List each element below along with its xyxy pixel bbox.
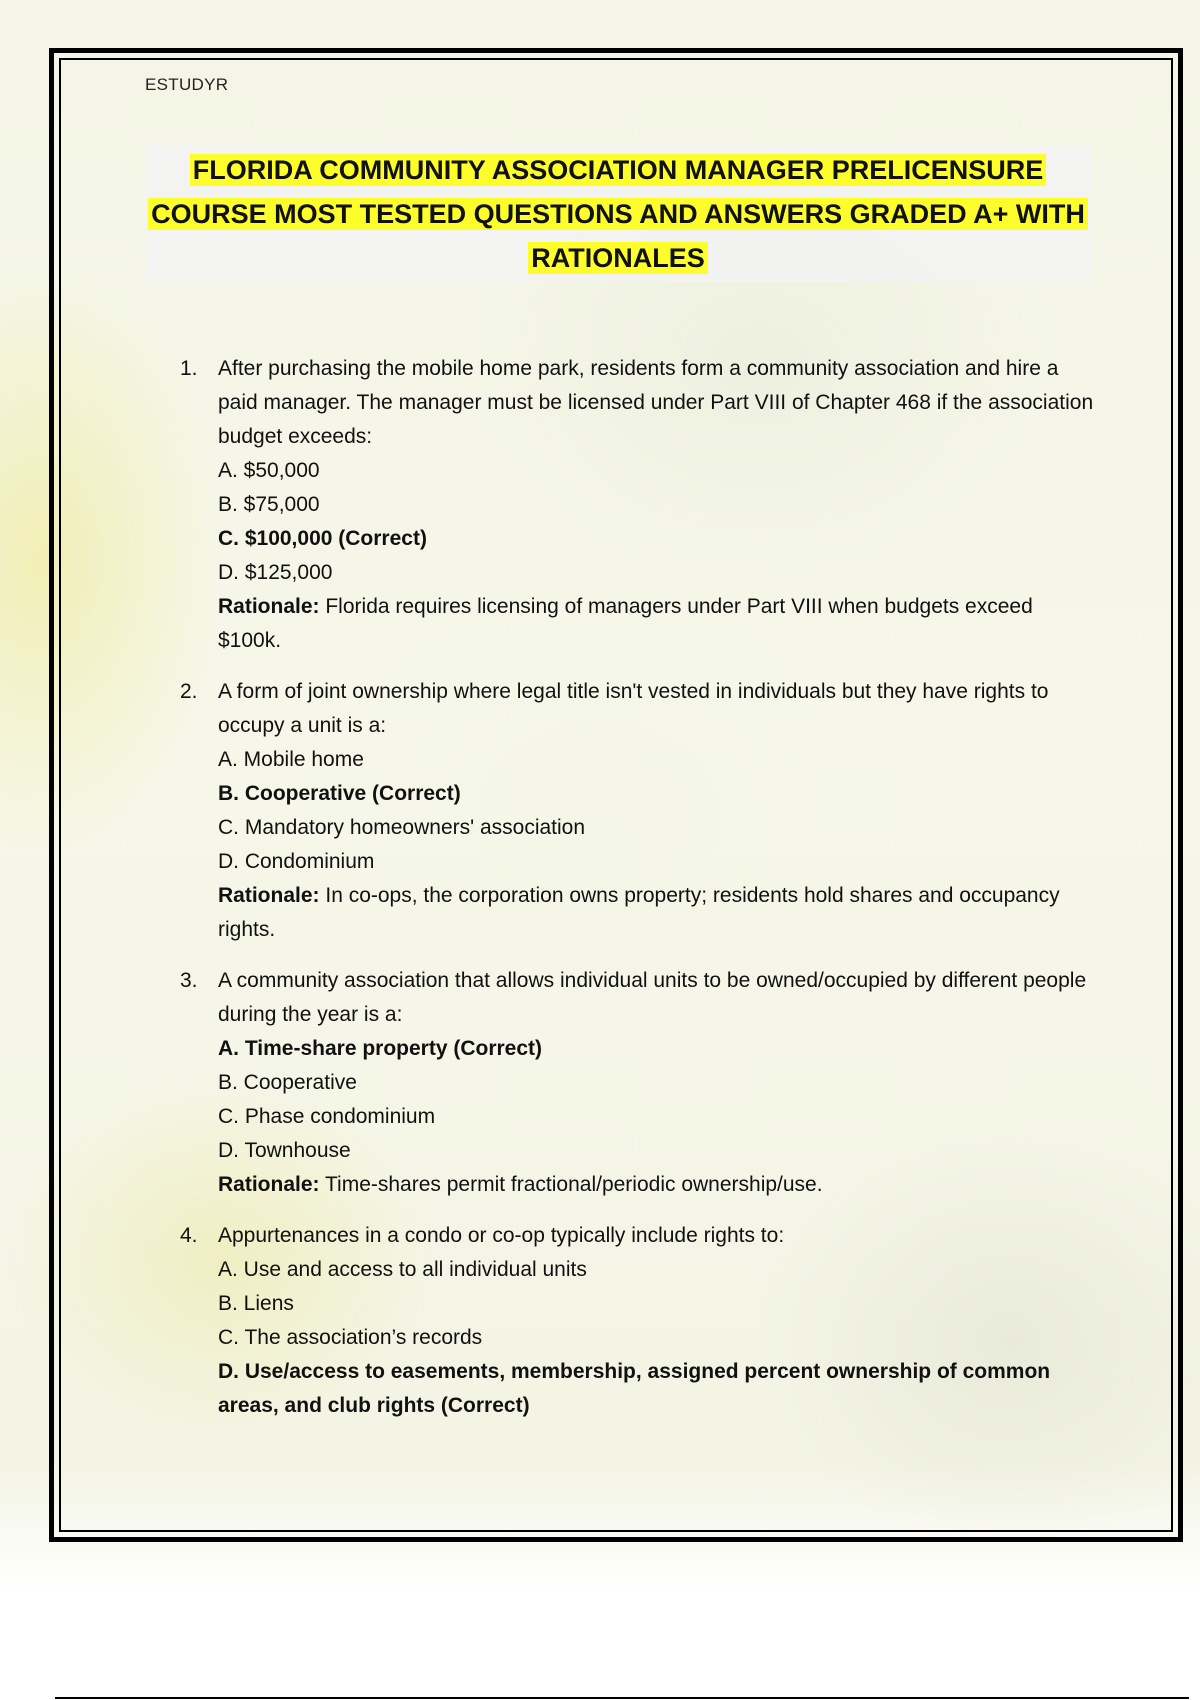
answer-option: A. Mobile home: [218, 748, 364, 771]
answer-option-correct: D. Use/access to easements, membership, assigned percent ownership of common areas, and club rights (Correct): [218, 1360, 1051, 1417]
answer-option: D. Condominium: [218, 850, 375, 873]
footer-divider: [55, 1697, 1189, 1699]
question-item: [180, 1219, 1100, 1423]
rationale-label: Rationale:: [218, 884, 320, 907]
rationale: [218, 879, 1100, 947]
rationale: [218, 1168, 1100, 1202]
question-text: Appurtenances in a condo or co-op typically include rights to:: [218, 1224, 785, 1247]
answer-option: C. Phase condominium: [218, 1105, 436, 1128]
question-number: 3.: [180, 969, 198, 992]
rationale-label: Rationale:: [218, 1173, 320, 1196]
answer-option-correct: B. Cooperative (Correct): [218, 782, 461, 805]
brand-label: ESTUDYR: [145, 75, 229, 94]
title-box: [145, 146, 1091, 282]
rationale: [218, 590, 1100, 658]
document-title: [148, 148, 1088, 280]
question-number: 4.: [180, 1224, 198, 1247]
rationale-text: Florida requires licensing of managers under Part VIII when budgets exceed $100k.: [218, 595, 1033, 652]
question-text: After purchasing the mobile home park, residents form a community association and hire a paid manager. The manager must be licensed under Part VIII of Chapter 468 if the association budget exceeds:: [218, 357, 1094, 448]
question-number: 1.: [180, 357, 198, 380]
answer-option: B. $75,000: [218, 493, 320, 516]
question-text: A community association that allows individual units to be owned/occupied by different people during the year is a:: [218, 969, 1087, 1026]
question-item: [180, 352, 1100, 658]
answer-option: C. The association’s records: [218, 1326, 483, 1349]
answer-option: D. Townhouse: [218, 1139, 351, 1162]
answer-option-correct: A. Time-share property (Correct): [218, 1037, 543, 1060]
answer-option: D. $125,000: [218, 561, 333, 584]
question-text: A form of joint ownership where legal title isn't vested in individuals but they have rights to occupy a unit is a:: [218, 680, 1049, 737]
answer-option: B. Cooperative: [218, 1071, 357, 1094]
answer-option: A. $50,000: [218, 459, 320, 482]
answer-option: A. Use and access to all individual units: [218, 1258, 587, 1281]
rationale-text: Time-shares permit fractional/periodic ownership/use.: [324, 1173, 823, 1196]
rationale-label: Rationale:: [218, 595, 320, 618]
document-title-text: FLORIDA COMMUNITY ASSOCIATION MANAGER PRELICENSURE COURSE MOST TESTED QUESTIONS AND ANSWERS GRADED A+ WITH RATIONALES: [148, 154, 1088, 274]
answer-option-correct: C. $100,000 (Correct): [218, 527, 427, 550]
question-list: [180, 352, 1100, 1440]
question-item: [180, 675, 1100, 947]
answer-option: C. Mandatory homeowners' association: [218, 816, 586, 839]
question-item: [180, 964, 1100, 1202]
rationale-text: In co-ops, the corporation owns property; residents hold shares and occupancy rights.: [218, 884, 1060, 941]
question-number: 2.: [180, 680, 198, 703]
answer-option: B. Liens: [218, 1292, 294, 1315]
